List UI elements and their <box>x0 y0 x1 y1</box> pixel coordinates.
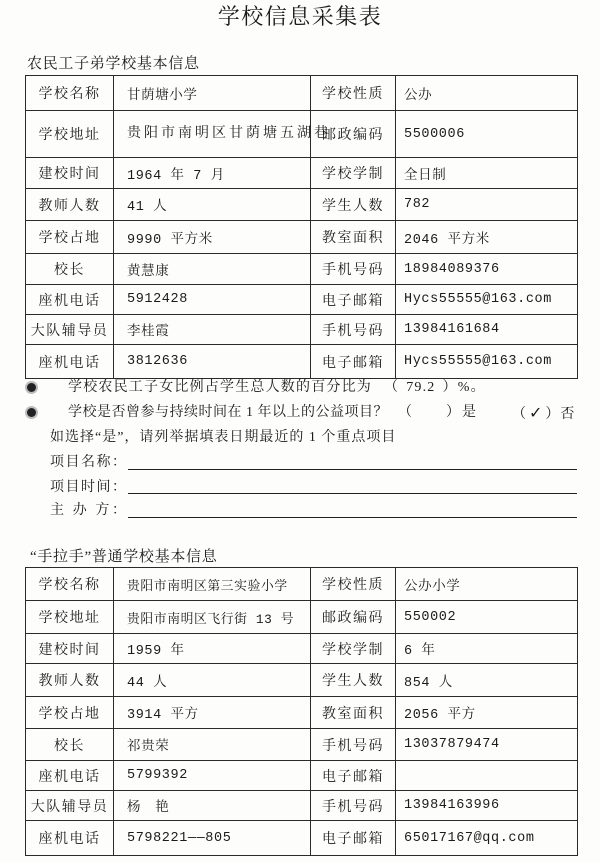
project-name-fill-line <box>128 452 577 470</box>
bullet-icon <box>27 408 36 417</box>
project-time-fill-line <box>128 476 577 494</box>
principal-mobile-value: 18984089376 <box>396 254 578 285</box>
project-time-label: 项目时间： <box>50 480 126 495</box>
teacher-count-label: 教师人数 <box>26 664 114 697</box>
campus-area-value: 3914 平方 <box>114 697 311 729</box>
teacher-count-value: 41 人 <box>114 189 311 221</box>
student-count-label: 学生人数 <box>311 664 396 697</box>
organizer-label: 主 办 方： <box>50 503 126 518</box>
table-row <box>26 729 578 761</box>
brigade-counselor-value: 杨 艳 <box>114 791 311 821</box>
school-system-label: 学校学制 <box>311 634 396 664</box>
principal-value: 黄慧康 <box>114 254 311 285</box>
table-row <box>26 634 578 664</box>
table-row <box>26 285 578 315</box>
counselor-mobile-value: 13984161684 <box>396 315 578 345</box>
teacher-count-value: 44 人 <box>114 664 311 697</box>
migrant-ratio-text: 学校农民工子女比例占学生总人数的百分比为 <box>68 380 372 395</box>
campus-area-label: 学校占地 <box>26 221 114 254</box>
counselor-email-value: Hycs55555@163.com <box>396 345 578 379</box>
campus-area-value: 9990 平方米 <box>114 221 311 254</box>
table-row <box>26 345 578 379</box>
table-row <box>26 315 578 345</box>
principal-mobile-label: 手机号码 <box>311 729 396 761</box>
organizer-fill-line <box>128 500 577 518</box>
table-row <box>26 664 578 697</box>
school-name-label: 学校名称 <box>26 568 114 601</box>
table-row <box>26 601 578 634</box>
partner-school-heading: “手拉手”普通学校基本信息 <box>30 549 218 565</box>
counselor-email-value: 65017167@qq.com <box>396 821 578 856</box>
student-count-value: 782 <box>396 189 578 221</box>
classroom-area-label: 教室面积 <box>311 697 396 729</box>
page-title: 学校信息采集表 <box>217 4 383 29</box>
table-row <box>26 568 578 601</box>
school-system-value: 6 年 <box>396 634 578 664</box>
school-landline-label: 座机电话 <box>26 285 114 315</box>
migrant-ratio-close: ）%。 <box>442 380 486 395</box>
student-count-label: 学生人数 <box>311 189 396 221</box>
public-welfare-no-option <box>512 404 575 424</box>
table-row <box>26 761 578 791</box>
counselor-mobile-value: 13984163996 <box>396 791 578 821</box>
check-mark-icon: ✓ <box>529 403 544 422</box>
school-name-value: 甘荫塘小学 <box>114 76 311 111</box>
table-row <box>26 254 578 285</box>
school-address-value: 贵阳市南明区甘荫塘五湖巷 <box>114 111 311 158</box>
school-system-label: 学校学制 <box>311 158 396 189</box>
counselor-email-label: 电子邮箱 <box>311 345 396 379</box>
principal-label: 校长 <box>26 254 114 285</box>
table-row <box>26 821 578 856</box>
school-email-value <box>396 761 578 791</box>
school-email-value: Hycs55555@163.com <box>396 285 578 315</box>
campus-area-label: 学校占地 <box>26 697 114 729</box>
school-type-value: 公办 <box>396 76 578 111</box>
bullet-icon <box>27 383 36 392</box>
founding-date-label: 建校时间 <box>26 158 114 189</box>
migrant-ratio-value: 79.2 <box>406 380 436 395</box>
school-name-value: 贵阳市南明区第三实验小学 <box>114 568 311 601</box>
table-row <box>26 158 578 189</box>
school-type-label: 学校性质 <box>311 568 396 601</box>
public-welfare-question: 学校是否曾参与持续时间在 1 年以上的公益项目？ <box>68 405 388 420</box>
school-type-label: 学校性质 <box>311 76 396 111</box>
counselor-email-label: 电子邮箱 <box>311 821 396 856</box>
no-option-open-paren: （ <box>512 407 527 422</box>
classroom-area-value: 2046 平方米 <box>396 221 578 254</box>
project-name-label: 项目名称： <box>50 455 126 470</box>
school-address-value: 贵阳市南明区飞行街 13 号 <box>114 601 311 634</box>
founding-date-value: 1964 年 7 月 <box>114 158 311 189</box>
table-row <box>26 791 578 821</box>
principal-mobile-label: 手机号码 <box>311 254 396 285</box>
school-landline-value: 5799392 <box>114 761 311 791</box>
postal-code-label: 邮政编码 <box>311 601 396 634</box>
school-email-label: 电子邮箱 <box>311 761 396 791</box>
postal-code-value: 5500006 <box>396 111 578 158</box>
counselor-landline-label: 座机电话 <box>26 345 114 379</box>
school-address-label: 学校地址 <box>26 111 114 158</box>
table-row <box>26 697 578 729</box>
founding-date-value: 1959 年 <box>114 634 311 664</box>
school-landline-value: 5912428 <box>114 285 311 315</box>
brigade-counselor-label: 大队辅导员 <box>26 315 114 345</box>
classroom-area-label: 教室面积 <box>311 221 396 254</box>
postal-code-label: 邮政编码 <box>311 111 396 158</box>
brigade-counselor-value: 李桂霞 <box>114 315 311 345</box>
school-email-label: 电子邮箱 <box>311 285 396 315</box>
migrant-ratio-open-paren: （ <box>384 380 400 395</box>
no-option-label: ）否 <box>545 407 576 422</box>
counselor-landline-value: 3812636 <box>114 345 311 379</box>
principal-mobile-value: 13037879474 <box>396 729 578 761</box>
principal-value: 祁贵荣 <box>114 729 311 761</box>
school-type-value: 公办小学 <box>396 568 578 601</box>
postal-code-value: 550002 <box>396 601 578 634</box>
migrant-school-heading: 农民工子弟学校基本信息 <box>27 56 200 72</box>
table-row <box>26 76 578 111</box>
student-count-value: 854 人 <box>396 664 578 697</box>
school-system-value: 全日制 <box>396 158 578 189</box>
counselor-mobile-label: 手机号码 <box>311 315 396 345</box>
project-instruction: 如选择“是”，请列举据填表日期最近的 1 个重点项目 <box>50 430 397 445</box>
brigade-counselor-label: 大队辅导员 <box>26 791 114 821</box>
counselor-landline-label: 座机电话 <box>26 821 114 856</box>
founding-date-label: 建校时间 <box>26 634 114 664</box>
counselor-mobile-label: 手机号码 <box>311 791 396 821</box>
principal-label: 校长 <box>26 729 114 761</box>
table-row <box>26 189 578 221</box>
classroom-area-value: 2056 平方 <box>396 697 578 729</box>
teacher-count-label: 教师人数 <box>26 189 114 221</box>
table-row <box>26 111 578 158</box>
school-address-label: 学校地址 <box>26 601 114 634</box>
migrant-ratio-question <box>68 379 486 397</box>
migrant-school-info-table <box>25 75 578 379</box>
public-welfare-yes-option: （ ）是 <box>398 405 478 420</box>
school-landline-label: 座机电话 <box>26 761 114 791</box>
school-name-label: 学校名称 <box>26 76 114 111</box>
table-row <box>26 221 578 254</box>
counselor-landline-value: 5798221——805 <box>114 821 311 856</box>
partner-school-info-table <box>25 567 578 856</box>
